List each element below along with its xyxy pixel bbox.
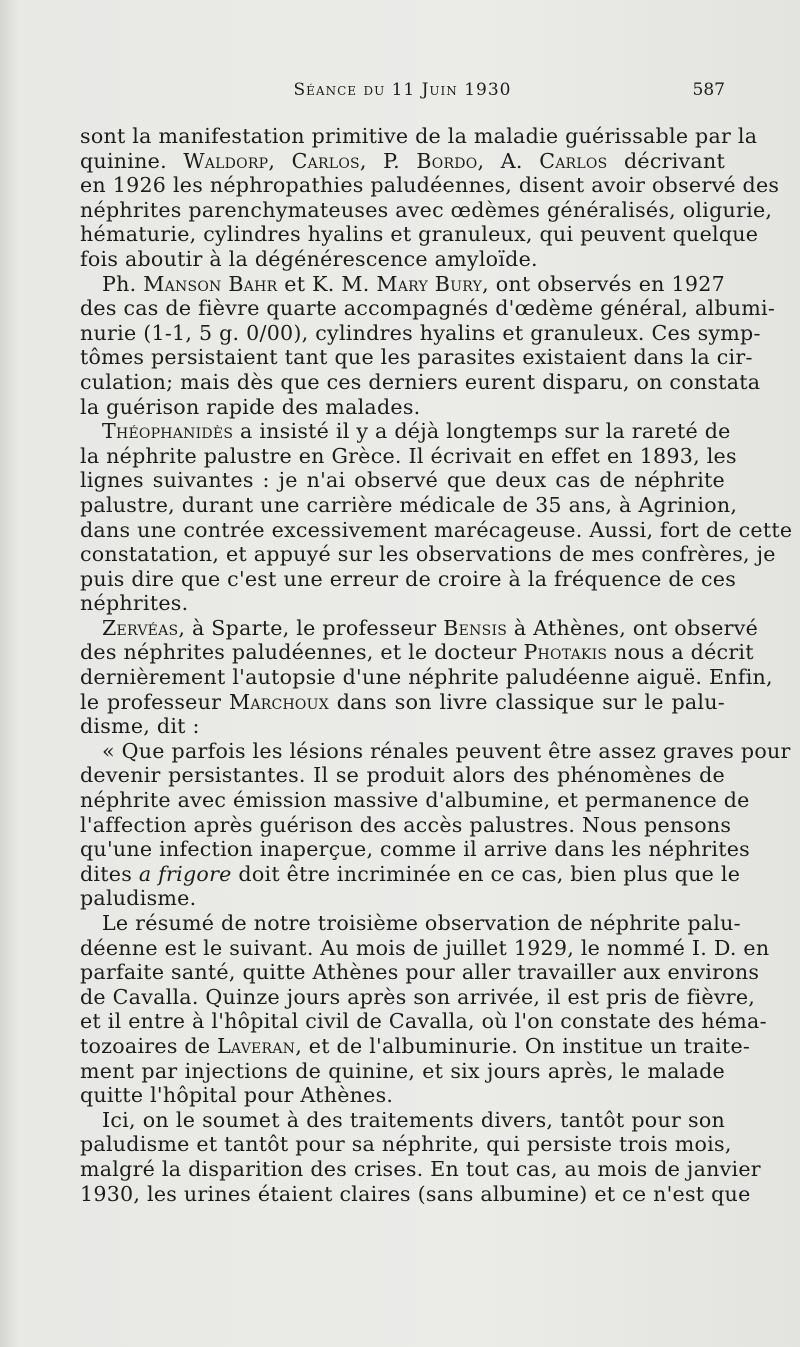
text-line: [80, 149, 725, 174]
author-name: Manson Bahr: [143, 271, 278, 296]
text-run: parfaite santé, quitte Athènes pour aller travailler aux environs: [80, 960, 760, 985]
text-line: [80, 320, 761, 346]
text-line: [80, 984, 756, 1010]
author-name: Zervéas: [102, 615, 179, 640]
text-line: [80, 345, 753, 370]
text-run: dernièrement l'autopsie d'une néphrite paludéenne aiguë. Enfin,: [80, 665, 773, 690]
text-line: [80, 714, 725, 739]
text-run: dites: [80, 861, 139, 886]
text-line: [80, 812, 732, 838]
text-run: à Athènes, ont observé: [507, 615, 759, 640]
text-run: , et de l'albuminurie. On institue un traite-: [295, 1033, 751, 1058]
text-run: tômes persistaient tant que les parasites existaient dans la cir-: [80, 345, 753, 370]
text-run: la guérison rapide des malades.: [80, 394, 421, 419]
text-run: néphrite avec émission massive d'albumine, et permanence de: [80, 788, 750, 813]
text-run: de Cavalla. Quinze jours après son arrivée, il est pris de fièvre,: [80, 984, 756, 1009]
text-run: malgré la disparition des crises. En tout cas, au mois de janvier: [80, 1156, 761, 1181]
text-run: néphrites parenchymateuses avec œdèmes généralisés, oligurie,: [80, 197, 773, 222]
text-line: [80, 1156, 761, 1182]
text-run: sont la manifestation primitive de la maladie guérissable par la: [80, 124, 758, 148]
author-name: Photakis: [523, 640, 608, 665]
text-run: palustre, durant une carrière médicale de 35 ans, à Agrinion,: [80, 492, 738, 517]
text-run: le professeur: [80, 689, 230, 714]
text-line: [80, 492, 738, 518]
text-run: 1930, les urines étaient claires (sans albumine) et ce n'est que: [80, 1181, 751, 1206]
author-name: Bensis: [443, 615, 508, 640]
running-head: [80, 78, 725, 108]
text-line: [80, 788, 750, 813]
text-run: fois aboutir à la dégénérescence amyloïde.: [80, 246, 538, 271]
text-line: [80, 591, 725, 616]
italic-term: a frigore: [138, 861, 232, 886]
text-run: nurie (1-1, 5 g. 0/00), cylindres hyalins et granuleux. Ces symp-: [80, 320, 761, 345]
text-run: devenir persistantes. Il se produit alors des phénomènes de: [80, 763, 725, 788]
page-number: 587: [692, 80, 725, 100]
text-line: [80, 1033, 751, 1059]
text-line: [80, 911, 741, 936]
text-line: [80, 542, 776, 567]
text-run: culation; mais dès que ces derniers eurent disparu, on constata: [80, 369, 761, 394]
running-head-title: Séance du 11 Juin 1930: [293, 80, 512, 100]
text-run: A.: [484, 148, 540, 173]
text-run: constatation, et appuyé sur les observations de mes confrères, je: [80, 542, 776, 567]
author-name: Théophanidès: [102, 419, 234, 444]
text-run: en 1926 les néphropathies paludéennes, disent avoir observé des: [80, 173, 780, 198]
text-line: [80, 566, 737, 592]
text-run: et il entre à l'hôpital civil de Cavalla, où l'on constate des héma-: [80, 1009, 767, 1034]
text-run: quinine.: [80, 148, 184, 173]
text-line: [80, 935, 770, 961]
text-run: néphrites.: [80, 591, 189, 616]
author-name: Laveran: [217, 1033, 296, 1058]
text-line: [80, 517, 793, 543]
text-run: décrivant: [607, 148, 725, 173]
text-run: doit être incriminée en ce cas, bien plus que le: [231, 861, 741, 886]
text-run: Ici, on le soumet à des traitements divers, tantôt pour son: [102, 1107, 725, 1132]
text-line: [80, 443, 737, 469]
author-name: Mary Bury: [376, 271, 483, 296]
text-line: [80, 960, 760, 985]
text-line: [80, 222, 759, 247]
text-line: [80, 1132, 732, 1157]
text-line: [80, 197, 773, 223]
text-line: [80, 615, 759, 641]
text-run: P.: [366, 148, 417, 173]
text-line: [80, 763, 725, 788]
text-line: [80, 837, 750, 862]
text-run: tozoaires de: [80, 1033, 218, 1058]
text-line: [80, 861, 741, 887]
text-run: puis dire que c'est une erreur de croire à la fréquence de ces: [80, 566, 737, 591]
text-run: hématurie, cylindres hyalins et granuleux, qui peuvent quelque: [80, 222, 759, 247]
text-line: [80, 1181, 751, 1207]
text-run: des cas de fièvre quarte accompagnés d'œdème général, albumi-: [80, 296, 776, 321]
body-text: [80, 124, 793, 1206]
text-run: paludisme et tantôt pour sa néphrite, qui persiste trois mois,: [80, 1132, 732, 1157]
text-run: Ph.: [102, 271, 144, 296]
text-line: [80, 1108, 725, 1133]
text-line: [80, 124, 758, 149]
text-run: déenne est le suivant. Au mois de juillet 1929, le nommé I. D. en: [80, 935, 770, 960]
text-run: et K. M.: [277, 271, 377, 296]
text-line: [80, 1009, 767, 1034]
text-run: lignes suivantes : je n'ai observé que deux cas de néphrite: [80, 468, 725, 493]
text-run: ment par injections de quinine, et six jours après, le malade: [80, 1058, 725, 1083]
text-run: des néphrites paludéennes, et le docteur: [80, 640, 524, 665]
text-run: la néphrite palustre en Grèce. Il écrivait en effet en 1893, les: [80, 443, 737, 468]
text-line: [80, 468, 725, 493]
text-line: [80, 1059, 725, 1084]
text-line: [80, 1083, 725, 1108]
author-name: Waldorp, Carlos,: [183, 148, 367, 173]
author-name: Marchoux: [229, 689, 329, 714]
text-line: [80, 272, 725, 297]
author-name: Bordo,: [416, 148, 485, 173]
text-run: Le résumé de notre troisième observation de néphrite palu-: [102, 911, 741, 935]
text-run: dans une contrée excessivement marécageuse. Aussi, fort de cette: [80, 517, 793, 542]
text-line: [80, 640, 754, 665]
text-run: disme, dit :: [80, 714, 200, 739]
text-run: « Que parfois les lésions rénales peuvent être assez graves pour: [102, 738, 791, 763]
text-line: [80, 247, 725, 272]
author-name: Carlos: [539, 148, 608, 173]
text-run: dans son livre classique sur le palu-: [328, 689, 725, 714]
text-line: [80, 738, 791, 764]
text-run: paludisme.: [80, 886, 197, 911]
text-run: , à Sparte, le professeur: [178, 615, 444, 640]
text-run: qu'une infection inaperçue, comme il arrive dans les néphrites: [80, 837, 750, 862]
text-line: [80, 665, 773, 690]
text-line: [80, 419, 731, 444]
text-run: nous a décrit: [607, 640, 754, 665]
text-line: [80, 173, 780, 198]
text-run: a insisté il y a déjà longtemps sur la rareté de: [233, 419, 731, 444]
text-run: l'affection après guérison des accès palustres. Nous pensons: [80, 812, 732, 837]
text-line: [80, 395, 725, 420]
text-line: [80, 296, 776, 321]
text-line: [80, 369, 761, 395]
text-line: [80, 690, 725, 715]
text-run: , ont observés en 1927: [482, 271, 725, 296]
text-line: [80, 886, 725, 911]
text-run: quitte l'hôpital pour Athènes.: [80, 1083, 394, 1108]
